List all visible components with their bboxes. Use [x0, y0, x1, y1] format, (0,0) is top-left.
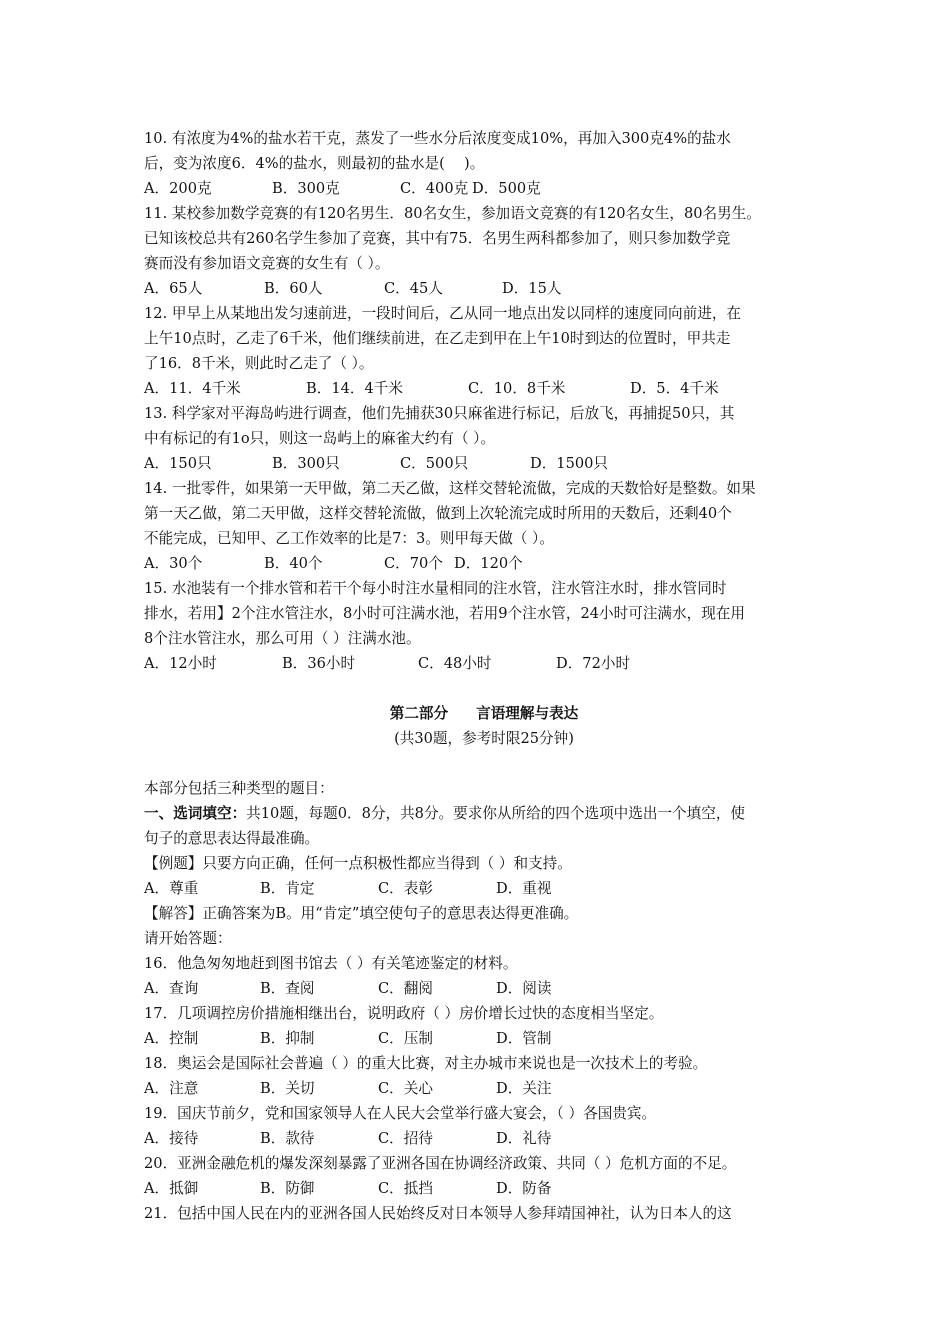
option-a: A．200克 [144, 180, 212, 197]
example-options [144, 876, 824, 901]
question-18: 18．奥运会是国际社会普遍（ ）的重大比赛，对主办城市来说也是一次技术上的考验。 [144, 1055, 708, 1072]
question-20-options [144, 1176, 824, 1201]
question-12-line-3: 了16．8千米，则此时乙走了（ ）。 [144, 355, 374, 372]
option-d: D．重视 [496, 880, 552, 897]
option-a: A．查询 [144, 980, 199, 997]
option-c: C．45人 [384, 280, 443, 297]
option-b: B．肯定 [260, 880, 315, 897]
option-c: C．48小时 [418, 655, 492, 672]
question-18-options [144, 1076, 824, 1101]
question-10-line-2: 后，变为浓度6．4%的盐水，则最初的盐水是( )。 [144, 155, 485, 172]
question-15-line-1: 15. 水池装有一个排水管和若干个每小时注水量相同的注水管，注水管注水时，排水管同时 [144, 580, 727, 597]
question-19: 19．国庆节前夕，党和国家领导人在人民大会堂举行盛大宴会，（ ）各国贵宾。 [144, 1105, 657, 1122]
option-a: A．30个 [144, 555, 203, 572]
option-c: C．招待 [378, 1130, 433, 1147]
example-answer: 【解答】正确答案为B。用“肯定”填空使句子的意思表达得更准确。 [144, 905, 579, 922]
option-c: C．压制 [378, 1030, 433, 1047]
question-20: 20．亚洲金融危机的爆发深刻暴露了亚洲各国在协调经济政策、共同（ ）危机方面的不足。 [144, 1155, 737, 1172]
option-d: D．关注 [496, 1080, 552, 1097]
option-a: A．65人 [144, 280, 203, 297]
question-12-line-1: 12. 甲早上从某地出发匀速前进，一段时间后，乙从同一地点出发以同样的速度同向前进，在 [144, 305, 742, 322]
question-13-line-2: 中有标记的有1o只，则这一岛屿上的麻雀大约有（ ）。 [144, 430, 496, 447]
question-15-line-3: 8个注水管注水，那么可用（ ）注满水池。 [144, 630, 421, 647]
option-a: A．抵御 [144, 1180, 199, 1197]
section-1-text-2: 句子的意思表达得最准确。 [144, 830, 320, 847]
option-b: B．14．4千米 [306, 380, 403, 397]
part-2-subtitle: (共30题，参考时限25分钟) [394, 730, 574, 747]
part-2-intro: 本部分包括三种类型的题目： [144, 780, 334, 797]
option-c: C．70个 [384, 555, 443, 572]
option-a: A．11．4千米 [144, 380, 241, 397]
section-1-heading [144, 801, 824, 826]
question-11-line-3: 赛而没有参加语文竞赛的女生有（ ）。 [144, 255, 390, 272]
option-b: B．40个 [264, 555, 323, 572]
question-16: 16．他急匆匆地赶到图书馆去（ ）有关笔迹鉴定的材料。 [144, 955, 518, 972]
question-11-line-1: 11. 某校参加数学竞赛的有120名男生．80名女生，参加语文竞赛的有120名女生，80名男生。 [144, 205, 761, 222]
option-d: D．15人 [502, 280, 562, 297]
question-11-options [144, 276, 824, 301]
option-d: D．5．4千米 [630, 380, 719, 397]
option-c: C．400克 [400, 180, 469, 197]
option-b: B．防御 [260, 1180, 315, 1197]
option-b: B．300只 [272, 455, 340, 472]
example-question: 【例题】只要方向正确，任何一点积极性都应当得到（ ）和支持。 [144, 855, 572, 872]
option-d: D．72小时 [556, 655, 631, 672]
option-c: C．抵挡 [378, 1180, 433, 1197]
option-a: A．150只 [144, 455, 212, 472]
option-d: D．120个 [454, 555, 523, 572]
section-1-label: 一、选词填空： [144, 805, 247, 822]
question-13-line-1: 13. 科学家对平海岛屿进行调查，他们先捕获30只麻雀进行标记，后放飞，再捕捉50只，其 [144, 405, 735, 422]
option-c: C．10．8千米 [468, 380, 566, 397]
option-c: C．500只 [400, 455, 469, 472]
option-d: D．阅读 [496, 980, 552, 997]
option-b: B．查阅 [260, 980, 315, 997]
option-b: B．款待 [260, 1130, 315, 1147]
question-21: 21．包括中国人民在内的亚洲各国人民始终反对日本领导人参拜靖国神社，认为日本人的这 [144, 1205, 732, 1222]
question-12-options [144, 376, 824, 401]
question-15-options [144, 651, 824, 676]
option-b: B．60人 [264, 280, 323, 297]
option-b: B．36小时 [282, 655, 356, 672]
spacer [144, 676, 824, 701]
option-a: A．接待 [144, 1130, 199, 1147]
question-13-options [144, 451, 824, 476]
question-19-options [144, 1126, 824, 1151]
option-b: B．关切 [260, 1080, 315, 1097]
part-2-title [144, 701, 824, 726]
option-b: B．300克 [272, 180, 340, 197]
option-d: D．500克 [472, 180, 541, 197]
option-c: C．翻阅 [378, 980, 433, 997]
option-a: A．尊重 [144, 880, 199, 897]
document-content [144, 126, 824, 1226]
question-10-options [144, 176, 824, 201]
option-c: C．表彰 [378, 880, 433, 897]
question-12-line-2: 上午10点时，乙走了6千米，他们继续前进，在乙走到甲在上午10时到达的位置时，甲共走 [144, 330, 731, 347]
question-16-options [144, 976, 824, 1001]
part-2-title-right: 言语理解与表达 [476, 705, 579, 722]
question-15-line-2: 排水，若用】2个注水管注水，8小时可注满水池，若用9个注水管，24小时可注满水，现在用 [144, 605, 745, 622]
question-14-line-2: 第一天乙做，第二天甲做，这样交替轮流做，做到上次轮流完成时所用的天数后，还剩40个 [144, 505, 732, 522]
question-14-options [144, 551, 824, 576]
option-a: A．12小时 [144, 655, 217, 672]
question-17-options [144, 1026, 824, 1051]
question-14-line-3: 不能完成，已知甲、乙工作效率的比是7：3。则甲每天做（ ）。 [144, 530, 554, 547]
question-11-line-2: 已知该校总共有260名学生参加了竞赛，其中有75．名男生两科都参加了，则只参加数学竞 [144, 230, 731, 247]
section-1-text: 共10题，每题0．8分，共8分。要求你从所给的四个选项中选出一个填空，使 [246, 805, 746, 822]
question-10-line-1: 10. 有浓度为4%的盐水若干克，蒸发了一些水分后浓度变成10%，再加入300克4%的盐水 [144, 130, 731, 147]
option-a: A．控制 [144, 1030, 199, 1047]
question-17: 17．几项调控房价措施相继出台，说明政府（ ）房价增长过快的态度相当坚定。 [144, 1005, 664, 1022]
option-a: A．注意 [144, 1080, 199, 1097]
option-d: D．防备 [496, 1180, 552, 1197]
option-d: D．1500只 [530, 455, 609, 472]
option-c: C．关心 [378, 1080, 433, 1097]
option-b: B．抑制 [260, 1030, 315, 1047]
part-2-title-left: 第二部分 [389, 705, 449, 722]
spacer [144, 751, 824, 776]
option-d: D．管制 [496, 1030, 552, 1047]
start-prompt: 请开始答题： [144, 930, 232, 947]
option-d: D．礼待 [496, 1130, 552, 1147]
question-14-line-1: 14. 一批零件，如果第一天甲做，第二天乙做，这样交替轮流做，完成的天数恰好是整数。如果 [144, 480, 756, 497]
